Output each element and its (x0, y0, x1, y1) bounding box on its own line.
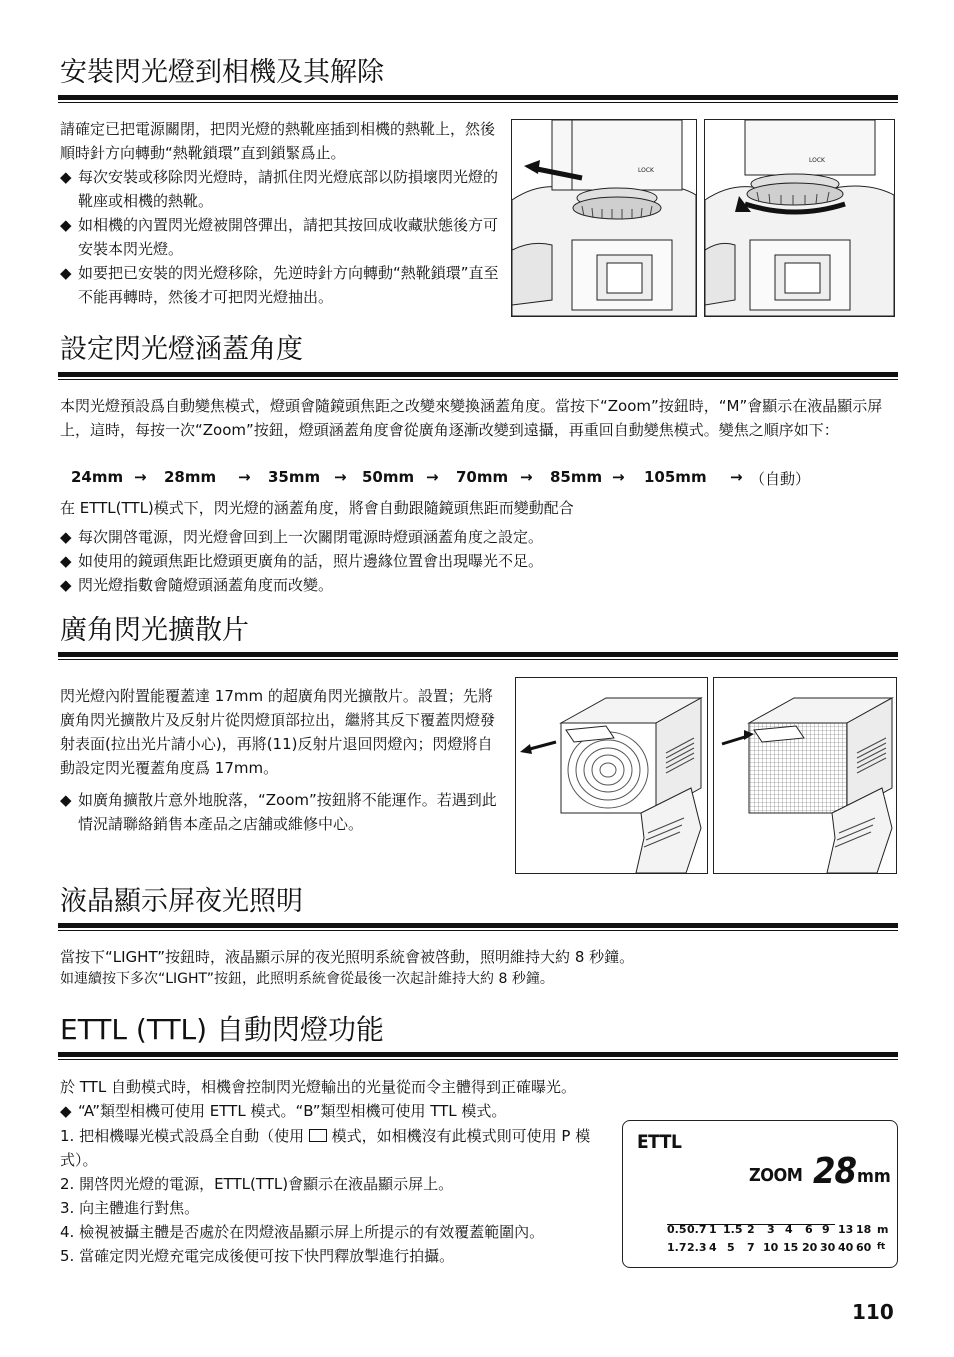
wide-panel-text (60, 684, 504, 836)
bullet-diamond-icon: ◆ (60, 264, 72, 282)
section-title-zoom-coverage: 設定閃光燈涵蓋角度 (60, 334, 303, 365)
ettl-step: 3. 向主體進行對焦。 (60, 1199, 200, 1217)
lcd-range-ft: 5 (727, 1241, 735, 1254)
section-title-ettl: ETTL (TTL) 自動閃燈功能 (60, 1013, 384, 1046)
lcd-range-ft: 40 (838, 1241, 854, 1254)
lcd-range-ft: 2.3 (687, 1241, 707, 1254)
mount-bullet: ◆ 每次安裝或移除閃光燈時，請抓住閃光燈底部以防損壞閃光燈的靴座或相機的熱靴。 (60, 165, 500, 213)
lcd-light-line1: 當按下“LIGHT”按鈕時，液晶顯示屏的夜光照明系統會被啓動，照明維持大約 8 秒鐘。 (60, 948, 635, 966)
lcd-range-ft: 60 (856, 1241, 872, 1254)
mount-illustration-right (704, 119, 895, 317)
section-divider (58, 923, 898, 931)
lcd-range-m: 1.5 (723, 1223, 743, 1236)
arrow-right-icon: → (520, 468, 533, 486)
zoom-step-auto: （自動） (750, 470, 811, 488)
flash-head-drawing (516, 678, 707, 873)
lcd-range-m: 9 (822, 1223, 830, 1236)
section-divider (58, 95, 898, 103)
lcd-range-ft: 7 (747, 1241, 755, 1254)
flash-head-diffuser-drawing (714, 678, 896, 873)
mount-text-block (60, 117, 500, 309)
wide-panel-illustration-right (713, 677, 897, 874)
zoom-step: 35mm (268, 468, 321, 486)
auto-mode-square-icon (309, 1129, 327, 1142)
lcd-range-m: 2 (747, 1223, 755, 1236)
wide-panel-bullet: ◆ 如廣角擴散片意外地脫落，“Zoom”按鈕將不能運作。若遇到此情況請聯絡銷售本產品之店舖或維修中心。 (60, 788, 504, 836)
lcd-range-m: 6 (805, 1223, 813, 1236)
ettl-bullet: ◆ “A”類型相機可使用 ETTL 模式。“B”類型相機可使用 TTL 模式。 (60, 1099, 618, 1123)
ettl-steps (60, 1124, 612, 1268)
arrow-right-icon: → (426, 468, 439, 486)
lcd-unit-m: m (877, 1223, 889, 1236)
zoom-intro: 本閃光燈預設爲自動變焦模式，燈頭會隨鏡頭焦距之改變來變換涵蓋角度。當按下“Zoom”按鈕時，“M”會顯示在液晶顯示屏上，這時，每按一次“Zoom”按鈕，燈頭涵蓋角度會從廣角逐漸改變到遠攝，再重回自動變焦模式。變焦之順序如下： (60, 397, 883, 439)
zoom-bullet: ◆ 閃光燈指數會隨燈頭涵蓋角度而改變。 (60, 573, 898, 597)
bullet-diamond-icon: ◆ (60, 552, 72, 570)
bullet-diamond-icon: ◆ (60, 168, 72, 186)
section-divider (58, 652, 898, 660)
lcd-range-m: 13 (838, 1223, 854, 1236)
lcd-range-ft: 1.7 (667, 1241, 687, 1254)
section-title-mount-flash: 安裝閃光燈到相機及其解除 (60, 57, 384, 88)
lcd-zoom-unit: mm (857, 1166, 891, 1187)
zoom-step: 85mm (550, 468, 603, 486)
bullet-diamond-icon: ◆ (60, 576, 72, 594)
zoom-step: 28mm (164, 468, 217, 486)
zoom-bullet: ◆ 如使用的鏡頭焦距比燈頭更廣角的話，照片邊緣位置會出現曝光不足。 (60, 549, 898, 573)
lcd-range-m: 4 (785, 1223, 793, 1236)
arrow-right-icon: → (334, 468, 347, 486)
ettl-step: 5. 當確定閃光燈充電完成後便可按下快門釋放掣進行拍攝。 (60, 1247, 455, 1265)
arrow-right-icon: → (730, 468, 743, 486)
ettl-step: 2. 開啓閃光燈的電源，ETTL(TTL)會顯示在液晶顯示屏上。 (60, 1175, 454, 1193)
ettl-step: 1. 把相機曝光模式設爲全自動（使用 模式，如相機沒有此模式則可使用 P 模式）。 (60, 1127, 591, 1169)
bullet-diamond-icon: ◆ (60, 216, 72, 234)
lcd-range-m: 1 (709, 1223, 717, 1236)
lcd-range-m: 0.5 (667, 1223, 687, 1236)
bullet-diamond-icon: ◆ (60, 1102, 72, 1120)
zoom-sequence (71, 468, 891, 490)
section-divider (58, 372, 898, 380)
wide-panel-intro: 閃光燈內附置能覆蓋達 17mm 的超廣角閃光擴散片。設置；先將廣角閃光擴散片及反射片從閃燈頂部拉出，繼將其反下覆蓋閃燈發射表面(拉出光片請小心)，再將(11)反射片退回閃燈內；閃燈將自動設定閃光覆蓋角度爲 17mm。 (60, 687, 496, 777)
lock-ring-drawing (705, 120, 894, 316)
zoom-ettl-note: 在 ETTL(TTL)模式下，閃光燈的涵蓋角度，將會自動跟隨鏡頭焦距而變動配合 (60, 499, 574, 517)
lock-label: LOCK (638, 167, 654, 174)
arrow-right-icon: → (238, 468, 251, 486)
lcd-range-ft: 30 (820, 1241, 836, 1254)
section-divider (58, 1052, 898, 1060)
zoom-bullet: ◆ 每次開啓電源，閃光燈會回到上一次關閉電源時燈頭涵蓋角度之設定。 (60, 525, 898, 549)
lcd-display-panel (622, 1120, 898, 1268)
lcd-range-ft: 10 (763, 1241, 779, 1254)
mount-intro: 請確定已把電源關閉，把閃光燈的熱靴座插到相機的熱靴上，然後順時針方向轉動“熱靴鎖環”直到鎖緊爲止。 (60, 120, 496, 162)
lcd-range-m: 18 (856, 1223, 872, 1236)
section-title-lcd-light: 液晶顯示屏夜光照明 (60, 886, 303, 917)
lcd-zoom-value: 28 (813, 1151, 857, 1192)
ettl-step: 4. 檢視被攝主體是否處於在閃燈液晶顯示屏上所提示的有效覆蓋範圍內。 (60, 1223, 545, 1241)
section-title-wide-panel: 廣角閃光擴散片 (60, 615, 249, 646)
lock-label: LOCK (809, 157, 825, 164)
arrow-right-icon: → (612, 468, 625, 486)
zoom-step: 105mm (644, 468, 707, 486)
bullet-diamond-icon: ◆ (60, 528, 72, 546)
bullet-diamond-icon: ◆ (60, 791, 72, 809)
lcd-range-ft: 4 (709, 1241, 717, 1254)
zoom-bullets (60, 525, 898, 597)
lcd-range-ft: 20 (802, 1241, 818, 1254)
mount-illustration-left (511, 119, 697, 317)
zoom-step: 70mm (456, 468, 509, 486)
flash-foot-drawing (512, 120, 696, 316)
lcd-light-line2: 如連續按下多次“LIGHT”按鈕，此照明系統會從最後一次起計維持大約 8 秒鐘。 (60, 971, 554, 987)
lcd-range-ft: 15 (783, 1241, 799, 1254)
arrow-right-icon: → (134, 468, 147, 486)
zoom-step: 50mm (362, 468, 415, 486)
lcd-unit-ft: ft (877, 1242, 886, 1252)
mount-bullet: ◆ 如相機的內置閃光燈被開啓彈出，請把其按回成收藏狀態後方可安裝本閃光燈。 (60, 213, 500, 261)
ettl-intro: 於 TTL 自動模式時，相機會控制閃光燈輸出的光量從而令主體得到正確曝光。 (60, 1078, 576, 1096)
lcd-range-m: 0.7 (687, 1223, 707, 1236)
lcd-range-m: 3 (767, 1223, 775, 1236)
zoom-step: 24mm (71, 468, 124, 486)
page-number: 110 (852, 1300, 894, 1324)
mount-bullet: ◆ 如要把已安裝的閃光燈移除，先逆時針方向轉動“熱靴鎖環”直至不能再轉時，然後才可把閃光燈抽出。 (60, 261, 500, 309)
lcd-zoom-label: ZOOM (749, 1165, 803, 1186)
lcd-mode-ettl: ETTL (637, 1131, 682, 1153)
wide-panel-illustration-left (515, 677, 708, 874)
